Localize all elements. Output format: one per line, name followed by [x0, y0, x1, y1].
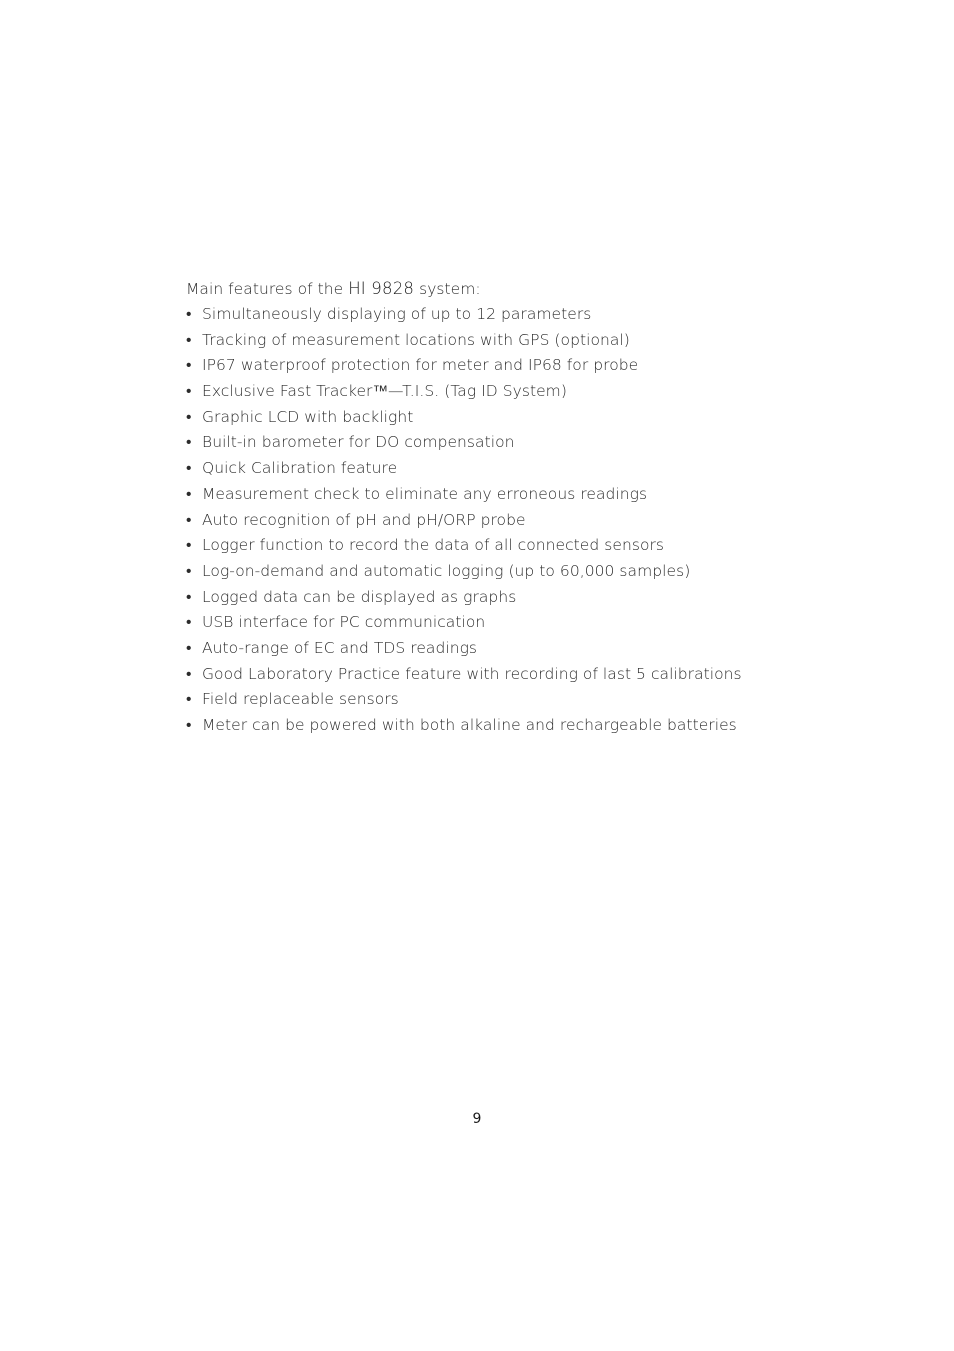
bullet-icon: • [186, 459, 192, 478]
feature-text: Graphic LCD with backlight [202, 407, 414, 426]
feature-item [186, 636, 886, 662]
feature-text: Auto recognition of pH and pH/ORP probe [202, 510, 526, 529]
feature-item [186, 482, 886, 508]
feature-text: Log-on-demand and automatic logging (up to 60,000 samples) [202, 561, 691, 580]
feature-item [186, 456, 886, 482]
bullet-icon: • [186, 664, 192, 683]
bullet-icon: • [186, 638, 192, 657]
feature-item [186, 559, 886, 585]
document-body [186, 276, 886, 739]
bullet-icon: • [186, 587, 192, 606]
feature-text: Field replaceable sensors [202, 690, 399, 709]
bullet-icon: • [186, 613, 192, 632]
page-number: 9 [472, 1111, 482, 1127]
feature-text: USB interface for PC communication [202, 613, 486, 632]
feature-text: Good Laboratory Practice feature with recording of last 5 calibrations [202, 664, 742, 683]
feature-item [186, 585, 886, 611]
feature-item [186, 508, 886, 534]
feature-text: Simultaneously displaying of up to 12 parameters [202, 305, 592, 323]
feature-item [186, 713, 886, 739]
feature-text: Quick Calibration feature [202, 459, 398, 478]
feature-item [186, 610, 886, 636]
feature-item [186, 430, 886, 456]
feature-text: Meter can be powered with both alkaline and rechargeable batteries [202, 716, 737, 734]
bullet-icon: • [186, 690, 192, 709]
bullet-icon: • [186, 433, 192, 452]
intro-suffix: system: [414, 280, 481, 298]
bullet-icon: • [186, 330, 192, 349]
bullet-icon: • [186, 484, 192, 503]
feature-text: Logged data can be displayed as graphs [202, 587, 517, 606]
bullet-icon: • [186, 536, 192, 555]
feature-text: Built-in barometer for DO compensation [202, 433, 515, 452]
bullet-icon: • [186, 305, 192, 323]
bullet-icon: • [186, 356, 192, 375]
feature-text: Tracking of measurement locations with GPS (optional) [202, 330, 630, 349]
feature-item [186, 662, 886, 688]
feature-item [186, 405, 886, 431]
bullet-icon: • [186, 510, 192, 529]
feature-item [186, 533, 886, 559]
features-intro [186, 276, 886, 302]
feature-item [186, 328, 886, 354]
model-name: HI 9828 [348, 279, 415, 298]
feature-item [186, 302, 886, 328]
feature-text: Exclusive Fast Tracker™—T.I.S. (Tag ID System) [202, 382, 567, 401]
bullet-icon: • [186, 561, 192, 580]
feature-text: Measurement check to eliminate any erroneous readings [202, 484, 648, 503]
features-list [186, 302, 886, 739]
feature-item [186, 687, 886, 713]
feature-item [186, 353, 886, 379]
feature-item [186, 379, 886, 405]
bullet-icon: • [186, 407, 192, 426]
feature-text: IP67 waterproof protection for meter and IP68 for probe [202, 356, 639, 375]
feature-text: Auto-range of EC and TDS readings [202, 638, 478, 657]
feature-text: Logger function to record the data of all connected sensors [202, 536, 665, 555]
bullet-icon: • [186, 382, 192, 401]
intro-prefix: Main features of the [186, 280, 349, 298]
bullet-icon: • [186, 716, 192, 734]
